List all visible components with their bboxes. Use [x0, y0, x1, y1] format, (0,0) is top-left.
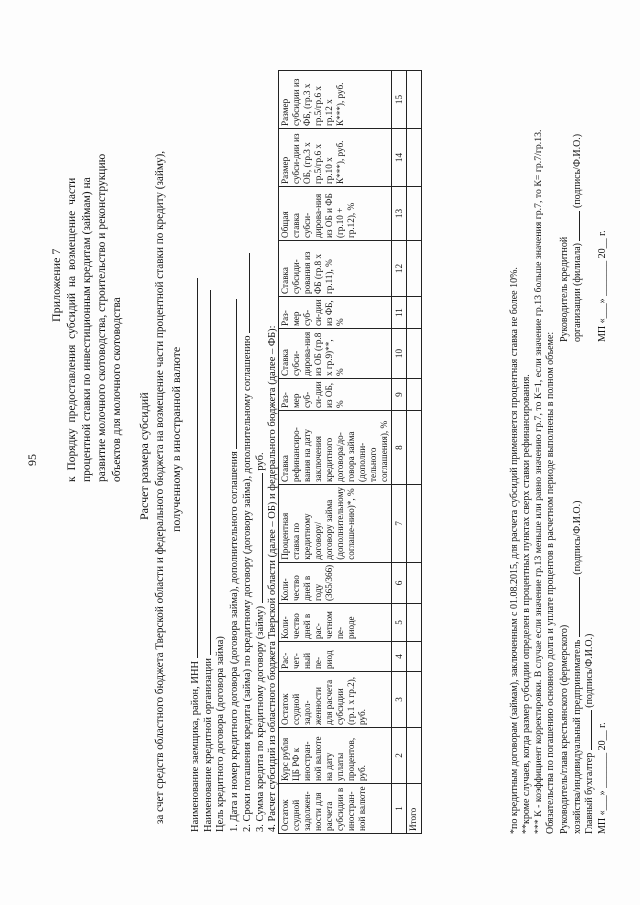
table-header-cell: Остаток ссудной задолжен-ности для расчета субсидии в иностран-ной валюте — [279, 784, 392, 834]
table-cell — [407, 485, 422, 563]
bank-head-line-1: Руководитель кредитной — [559, 236, 570, 342]
bank-sign-caption: (подпись/Ф.И.О.) — [572, 133, 583, 209]
table-header-cell: Размер субси-дии из ОБ, (гр.3 х гр.5/гр.6 х гр.10 х К***), руб. — [279, 129, 392, 187]
footnote-1: *по кредитным договорам (займам), заключенным с 01.08.2015, для расчета субсидий применяется процентная ставка не более 10%. — [509, 267, 520, 834]
appendix-line-3: развитие молочного скотоводства, строительство и реконструкцию — [96, 153, 108, 482]
calc-heading: Расчет размера субсидий — [137, 392, 151, 520]
table-cell — [407, 604, 422, 642]
column-number: 10 — [392, 329, 407, 379]
farm-sign-blank — [570, 577, 580, 637]
farm-head-line-1: Руководитель/глава крестьянского (фермерского) — [559, 624, 570, 834]
bank-head-text: организации (филиала) — [572, 243, 583, 342]
table-header-cell: Ставка субсиди-рования из ФБ (гр.8 х гр.11), % — [279, 241, 392, 297]
table-header-cell: Ставка субси-дирова-ния из ОБ (гр.8 х гр.9)**, % — [279, 329, 392, 379]
column-number: 7 — [392, 485, 407, 563]
table-cell — [407, 672, 422, 728]
column-number: 3 — [392, 672, 407, 728]
item-3-text: 3. Сумма кредита по кредитному договору (займу) — [255, 605, 266, 832]
footnote-2: **кроме случаев, когда размер субсидии определен в процентных пунктах сверх ставки рефинансирования. — [521, 374, 532, 834]
footnote-4: Обязательства по погашению основного долга и уплате процентов в расчетном периоде выполнены в полном объеме: — [545, 331, 556, 834]
item-1 — [227, 299, 241, 832]
table-header-cell: Коли-чество дней в году (365/366) — [279, 562, 392, 603]
borrower-label — [188, 278, 202, 832]
lender-text: Наименование кредитной организации — [203, 658, 214, 832]
lender-blank — [201, 290, 211, 655]
accountant-line — [582, 634, 596, 834]
column-number: 1 — [392, 784, 407, 834]
mp-right: МП «___» _______ 20__ г. — [597, 230, 608, 342]
table-header-cell: Ставка рефинансиро-вания на дату заключения кредитного договора/до-говора займа (дополни-тельного соглашения), % — [279, 411, 392, 485]
table-cell — [407, 129, 422, 187]
item-2 — [240, 253, 254, 832]
total-label: Итого — [407, 784, 422, 834]
table-header-cell: Рас-чет-ный пе-риод — [279, 642, 392, 672]
item-2-blank — [240, 253, 250, 333]
accountant-text: Главный бухгалтер — [584, 752, 595, 834]
item-1-text: 1. Дата и номер кредитного договора (договора займа), дополнительного соглашения — [229, 451, 240, 832]
table-header-cell: Коли-чество дней в рас-четном пе-риоде — [279, 604, 392, 642]
item-2-text: 2. Сроки погашения кредита (займа) по кредитному договору (договору займа), дополнительному соглашению — [242, 335, 253, 832]
appendix-title: Приложение 7 — [49, 248, 63, 322]
item-4: 4. Расчет субсидий из областного бюджета Тверской области (далее – ОБ) и федерального бюджета (далее – ФБ): — [267, 325, 278, 832]
table-cell — [407, 562, 422, 603]
accountant-sign-caption: (подпись/Ф.И.О.) — [584, 633, 595, 708]
bank-sign-blank — [570, 211, 580, 241]
rotated-content — [20, 42, 620, 862]
page-number: 95 — [25, 454, 39, 466]
table-cell — [407, 297, 422, 329]
purpose-label — [214, 636, 227, 832]
column-number: 2 — [392, 728, 407, 784]
calc-subheading-2: полученному в иностранной валюте — [169, 346, 183, 532]
footnote-3: *** К - коэффициент корректировки. В случае если значение гр.13 меньше или равно значению гр.7, то К=1, если значение гр.13 больше значения гр.7, то К= гр.7/гр.13. — [533, 129, 544, 834]
appendix-line-1: к Порядку предоставления субсидий на возмещение части — [66, 177, 78, 482]
table-cell — [407, 71, 422, 129]
accountant-blank — [582, 710, 592, 750]
table-cell — [407, 728, 422, 784]
column-number: 15 — [392, 71, 407, 129]
table-cell — [407, 379, 422, 411]
column-number: 14 — [392, 129, 407, 187]
table-total-row — [407, 71, 422, 834]
table-header-cell: Остаток ссудной задол-женности для расчета субсидии (гр.1 х гр.2), руб. — [279, 672, 392, 728]
calc-subheading: за счет средств областного бюджета Тверской области и федерального бюджета на возмещение части процентной ставки по кредиту (займу), — [154, 150, 166, 824]
table-cell — [407, 642, 422, 672]
item-3-blank — [253, 473, 263, 603]
column-number: 12 — [392, 241, 407, 297]
item-3 — [253, 452, 267, 832]
appendix-line-4: объектов для молочного скотоводства — [111, 297, 123, 482]
table-cell — [407, 241, 422, 297]
column-number: 13 — [392, 187, 407, 241]
column-number: 4 — [392, 642, 407, 672]
table-header-row — [279, 71, 392, 834]
farm-head-text: хозяйства/индивидуальный предприниматель — [572, 639, 583, 834]
column-number: 11 — [392, 297, 407, 329]
bank-head-line-2 — [570, 134, 584, 342]
purpose-text: Цель кредитного договора (договора займа) — [215, 636, 226, 832]
table-number-row — [392, 71, 407, 834]
table-header-cell: Размер субсидии из ФБ, (гр.3 х гр.5/гр.6 х гр.12 х К***), руб. — [279, 71, 392, 129]
table-header-cell: Раз-мер суб-си-дии из ФБ, % — [279, 297, 392, 329]
lender-label — [201, 290, 215, 832]
table-cell — [407, 187, 422, 241]
borrower-text: Наименование заемщика, район, ИНН — [190, 660, 201, 832]
borrower-blank — [188, 278, 198, 658]
column-number: 9 — [392, 379, 407, 411]
item-3-unit: руб. — [255, 452, 266, 471]
column-number: 8 — [392, 411, 407, 485]
table-header-cell: Раз-мер суб-си-дии из ОБ, % — [279, 379, 392, 411]
appendix-line-2: процентной ставки по инвестиционным кредитам (займам) на — [81, 177, 93, 482]
table-header-cell: Общая ставка субси-дирова-ния из ОБ и ФБ (гр.10 + гр.12), % — [279, 187, 392, 241]
mp-left: МП «___» _______ 20__ г. — [597, 722, 608, 834]
column-number: 6 — [392, 562, 407, 603]
item-1-blank — [227, 299, 237, 449]
table-cell — [407, 411, 422, 485]
column-number: 5 — [392, 604, 407, 642]
subsidy-table — [278, 70, 422, 834]
farm-sign-caption: (подпись/Ф.И.О.) — [572, 500, 583, 575]
table-header-cell: Процентная ставка по кредитному договору/ договору займа (дополнительному соглаше-нию)*, % — [279, 485, 392, 563]
table-header-cell: Курс рубля ЦБ РФ к иностран-ной валюте на дату уплаты процентов, руб. — [279, 728, 392, 784]
table-cell — [407, 329, 422, 379]
